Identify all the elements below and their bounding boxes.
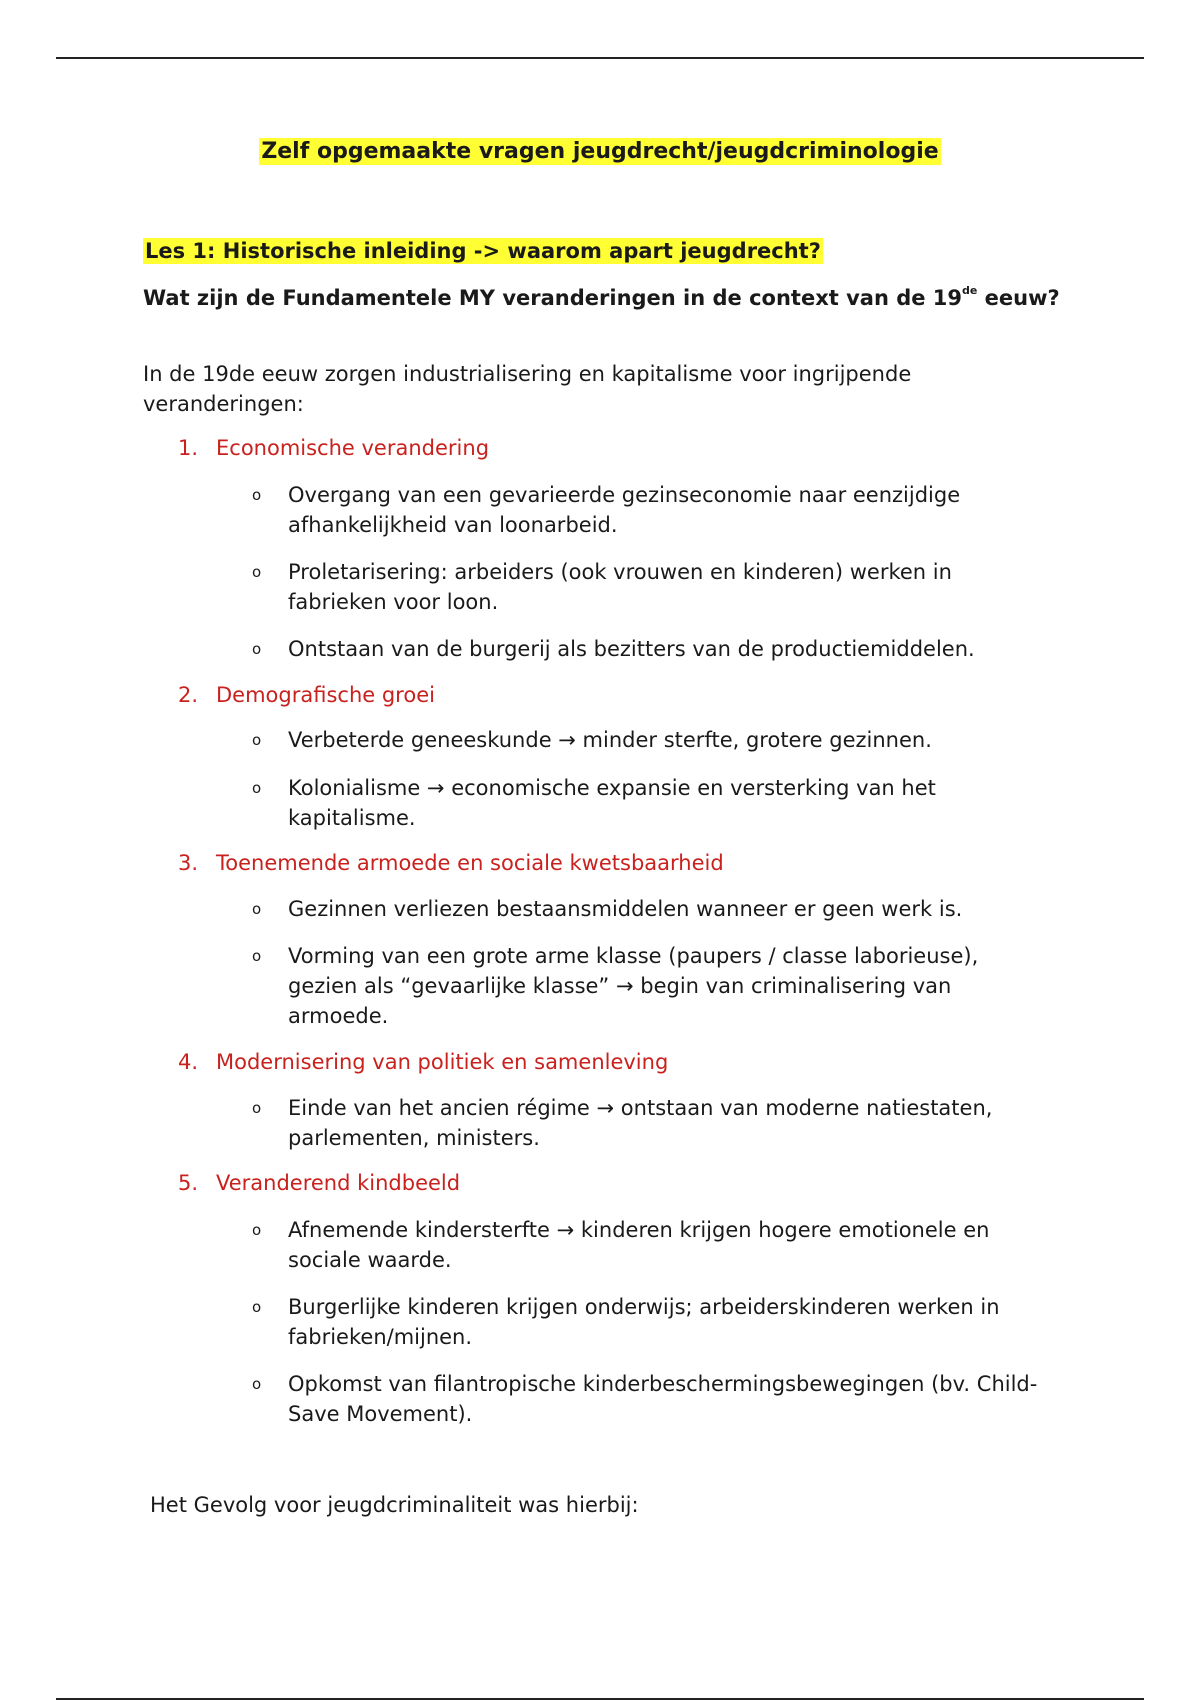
list-item-text: Vorming van een grote arme klasse (paupers / classe laborieuse), gezien als “gevaarlijke klasse” → begin van criminalisering van armoede. xyxy=(288,944,979,1028)
bullet-marker: o xyxy=(252,947,262,965)
section-title: Toenemende armoede en sociale kwetsbaarheid xyxy=(216,851,724,875)
section-number: 2. xyxy=(178,683,199,707)
section-title: Veranderend kindbeeld xyxy=(216,1171,461,1195)
list-item-text: Gezinnen verliezen bestaansmiddelen wanneer er geen werk is. xyxy=(288,897,963,921)
question-text: Wat zijn de Fundamentele MY veranderingen in de context van de 19 xyxy=(143,286,963,310)
document-title xyxy=(0,138,1200,167)
list-item-text: Opkomst van filantropische kinderbeschermingsbewegingen (bv. Child-Save Movement). xyxy=(288,1372,1038,1426)
bullet-marker: o xyxy=(252,1099,262,1117)
lesson-heading xyxy=(143,238,823,265)
section-title: Modernisering van politiek en samenleving xyxy=(216,1050,669,1074)
bullet-marker: o xyxy=(252,731,262,749)
top-rule xyxy=(56,57,1144,59)
outro-paragraph: Het Gevolg voor jeugdcriminaliteit was hierbij: xyxy=(150,1493,639,1517)
bullet-marker: o xyxy=(252,1221,262,1239)
bullet-marker: o xyxy=(252,563,262,581)
lesson-heading-text: Les 1: Historische inleiding -> waarom apart jeugdrecht? xyxy=(145,239,821,263)
bullet-marker: o xyxy=(252,779,262,797)
list-item-text: Proletarisering: arbeiders (ook vrouwen en kinderen) werken in fabrieken voor loon. xyxy=(288,560,952,614)
question-heading xyxy=(143,283,1063,313)
question-text-end: eeuw? xyxy=(977,286,1060,310)
document-title-text: Zelf opgemaakte vragen jeugdrecht/jeugdcriminologie xyxy=(261,139,939,164)
intro-paragraph: In de 19de eeuw zorgen industrialisering en kapitalisme voor ingrijpende veranderingen: xyxy=(143,362,912,416)
list-item-text: Ontstaan van de burgerij als bezitters van de productiemiddelen. xyxy=(288,637,975,661)
list-item-text: Burgerlijke kinderen krijgen onderwijs; arbeiderskinderen werken in fabrieken/mijnen. xyxy=(288,1295,1000,1349)
section-title: Economische verandering xyxy=(216,436,490,460)
section-number: 4. xyxy=(178,1050,199,1074)
list-item-text: Kolonialisme → economische expansie en versterking van het kapitalisme. xyxy=(288,776,936,830)
bullet-marker: o xyxy=(252,1298,262,1316)
section-number: 3. xyxy=(178,851,199,875)
bullet-marker: o xyxy=(252,640,262,658)
bullet-marker: o xyxy=(252,1375,262,1393)
section-title: Demografische groei xyxy=(216,683,435,707)
section-number: 5. xyxy=(178,1171,199,1195)
bullet-marker: o xyxy=(252,900,262,918)
list-item-text: Overgang van een gevarieerde gezinseconomie naar eenzijdige afhankelijkheid van loonarbeid. xyxy=(288,483,961,537)
list-item-text: Afnemende kindersterfte → kinderen krijgen hogere emotionele en sociale waarde. xyxy=(288,1218,990,1272)
bullet-marker: o xyxy=(252,486,262,504)
question-sup: de xyxy=(962,284,978,297)
list-item-text: Einde van het ancien régime → ontstaan van moderne natiestaten, parlementen, ministers. xyxy=(288,1096,993,1150)
section-number: 1. xyxy=(178,436,199,460)
list-item-text: Verbeterde geneeskunde → minder sterfte, grotere gezinnen. xyxy=(288,728,932,752)
